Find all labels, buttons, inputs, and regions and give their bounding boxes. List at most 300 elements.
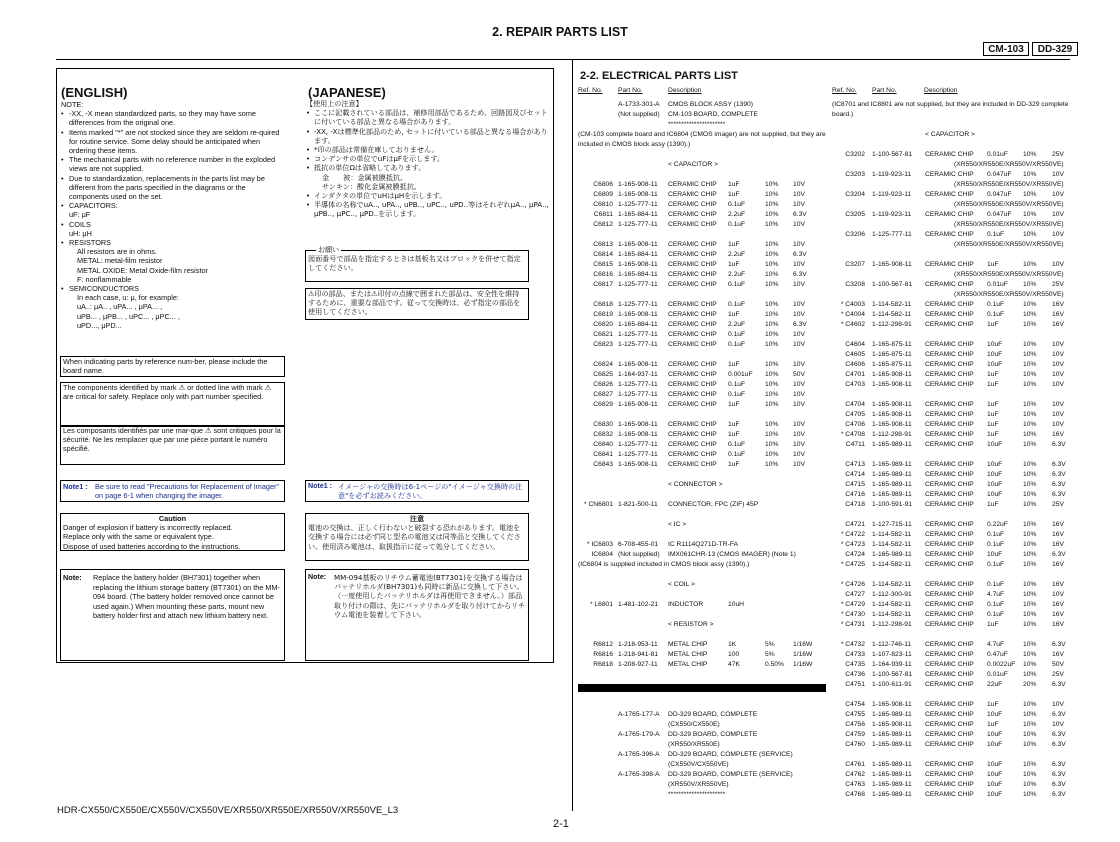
- parts-cell: 1uF: [987, 701, 999, 708]
- parts-cell: C6818: [593, 301, 613, 308]
- parts-cell: 10V: [793, 431, 805, 438]
- parts-row: [832, 770, 1074, 780]
- parts-cell: 1-114-582-11: [872, 301, 912, 308]
- parts-cell: 6.3V: [1052, 461, 1066, 468]
- parts-row: [578, 130, 826, 140]
- header-rule: [56, 59, 1070, 60]
- parts-cell: 1-164-937-11: [618, 371, 658, 378]
- parts-row: [578, 240, 826, 250]
- parts-cell: C6821: [593, 331, 613, 338]
- parts-cell: CERAMIC CHIP: [925, 561, 974, 568]
- parts-row: [578, 370, 826, 380]
- parts-row: [832, 390, 1074, 400]
- parts-cell: * L6801: [589, 601, 613, 608]
- parts-row: [578, 630, 826, 640]
- parts-cell: (XR550/XR550E/XR550V/XR550VE): [954, 201, 1064, 208]
- parts-row: [832, 580, 1074, 590]
- parts-cell: 10%: [1023, 431, 1037, 438]
- parts-cell: 10V: [1052, 191, 1064, 198]
- parts-cell: (XR550/XR550E/XR550V/XR550VE): [954, 291, 1064, 298]
- parts-row: [832, 300, 1074, 310]
- parts-cell: 1uF: [728, 191, 740, 198]
- parts-row: [832, 230, 1074, 240]
- parts-row: [578, 540, 826, 550]
- parts-row: [832, 330, 1074, 340]
- parts-cell: C6814: [593, 251, 613, 258]
- semi-line: uA..: μA.. , uPA... , μPA... ,: [77, 302, 163, 312]
- parts-cell: C4733: [845, 651, 865, 658]
- parts-row: [832, 210, 1074, 220]
- parts-cell: 16V: [1052, 541, 1064, 548]
- parts-cell: A-1733-301-A: [618, 101, 660, 108]
- parts-cell: 10%: [765, 261, 779, 268]
- parts-row: [832, 160, 1074, 170]
- parts-cell: C4716: [845, 491, 865, 498]
- parts-row: [578, 140, 826, 150]
- parts-cell: 1-165-884-11: [618, 271, 658, 278]
- parts-cell: CERAMIC CHIP: [925, 681, 974, 688]
- parts-row: [832, 310, 1074, 320]
- parts-cell: CERAMIC CHIP: [925, 311, 974, 318]
- parts-cell: 10%: [1023, 621, 1037, 628]
- parts-cell: 0.1uF: [987, 531, 1005, 538]
- parts-cell: 50V: [793, 371, 805, 378]
- parts-cell: 10V: [793, 201, 805, 208]
- parts-cell: 1-114-582-11: [872, 601, 912, 608]
- page-title: 2. REPAIR PARTS LIST: [492, 25, 628, 39]
- jp-resistor-line: サンキン：酸化金属被膜抵抗。: [322, 181, 421, 191]
- parts-cell: 25V: [1052, 281, 1064, 288]
- parts-cell: * C4730: [840, 611, 865, 618]
- parts-cell: 0.047uF: [987, 191, 1012, 198]
- parts-row: [832, 130, 1074, 140]
- parts-cell: 25V: [1052, 671, 1064, 678]
- battery-note-text: Replace the battery holder (BH7301) together when replacing the lithium storage battery (BT7301) on the MM-094 board. (The battery holder removed once cannot be used again.) When mounting these parts, mount new battery holder first and attach new lithium battery next.: [93, 573, 280, 621]
- parts-cell: 6.3V: [1052, 741, 1066, 748]
- parts-cell: 10%: [1023, 541, 1037, 548]
- jp-request-text: 図面番号で部品を指定するときは基板名又はブロックを併せて指定してください。: [308, 254, 521, 273]
- parts-row: [578, 710, 826, 720]
- parts-cell: 10%: [765, 441, 779, 448]
- parts-cell: * C4725: [840, 561, 865, 568]
- parts-cell: 1-125-777-11: [618, 221, 658, 228]
- parts-row: [832, 420, 1074, 430]
- parts-cell: 0.1uF: [987, 611, 1005, 618]
- parts-cell: CERAMIC CHIP: [925, 771, 974, 778]
- parts-cell: 10uF: [987, 361, 1003, 368]
- parts-cell: C4705: [845, 411, 865, 418]
- parts-cell: 1-165-908-11: [872, 721, 912, 728]
- parts-cell: 1-165-908-11: [872, 701, 912, 708]
- parts-cell: 10%: [1023, 641, 1037, 648]
- parts-row: [832, 540, 1074, 550]
- parts-cell: 10%: [1023, 791, 1037, 798]
- parts-cell: 10%: [765, 461, 779, 468]
- parts-cell: 1-165-884-11: [618, 321, 658, 328]
- parts-cell: 10%: [1023, 191, 1037, 198]
- caution-line: Replace only with the same or equivalent type.: [63, 532, 214, 542]
- parts-cell: 0.001uF: [728, 371, 753, 378]
- parts-cell: 10%: [1023, 371, 1037, 378]
- parts-cell: 0.1uF: [728, 341, 746, 348]
- parts-cell: IC R1114Q271D-TR-FA: [668, 541, 738, 548]
- parts-row: [832, 410, 1074, 420]
- parts-cell: 6.3V: [1052, 681, 1066, 688]
- parts-cell: 16V: [1052, 431, 1064, 438]
- parts-cell: C6830: [593, 421, 613, 428]
- parts-cell: (CX550V/CX550VE): [668, 761, 729, 768]
- parts-cell: 10%: [765, 371, 779, 378]
- parts-row: [832, 570, 1074, 580]
- capacitors-label: CAPACITORS:: [69, 201, 118, 211]
- parts-cell: 1uF: [987, 721, 999, 728]
- parts-cell: 1-119-923-11: [872, 171, 912, 178]
- parts-cell: 1uF: [987, 401, 999, 408]
- parts-row: [832, 630, 1074, 640]
- parts-row: [578, 570, 826, 580]
- header-desc: Description: [668, 87, 702, 94]
- parts-cell: C6810: [593, 201, 613, 208]
- parts-cell: 10%: [765, 241, 779, 248]
- parts-cell: 10%: [765, 401, 779, 408]
- parts-row: [832, 520, 1074, 530]
- parts-cell: 0.1uF: [987, 581, 1005, 588]
- parts-row: [578, 120, 826, 130]
- parts-row: [832, 530, 1074, 540]
- parts-cell: 10%: [765, 331, 779, 338]
- parts-row: [578, 790, 826, 800]
- parts-cell: 1-112-298-91: [872, 321, 912, 328]
- parts-cell: 10%: [1023, 761, 1037, 768]
- parts-cell: 5%: [765, 651, 775, 658]
- parts-cell: 10uF: [987, 731, 1003, 738]
- parts-cell: 1uF: [987, 621, 999, 628]
- parts-cell: (CM-103 complete board and IC6804 (CMOS imager) are not supplied, but they are: [578, 131, 826, 138]
- parts-row: [832, 670, 1074, 680]
- parts-cell: 1-218-941-81: [618, 651, 659, 658]
- parts-row: [832, 500, 1074, 510]
- parts-row: [578, 170, 826, 180]
- parts-cell: 10uF: [987, 471, 1003, 478]
- parts-cell: CERAMIC CHIP: [925, 551, 974, 558]
- parts-cell: CONNECTOR, FPC (ZIF) 45P: [668, 501, 759, 508]
- parts-cell: C4706: [845, 421, 865, 428]
- parts-cell: 10%: [1023, 301, 1037, 308]
- parts-cell: DD-329 BOARD, COMPLETE: [668, 731, 758, 738]
- parts-cell: (XR550/XR550E/XR550V/XR550VE): [954, 221, 1064, 228]
- board-name-note: When indicating parts by reference num-ber, please include the board name.: [60, 356, 285, 377]
- parts-cell: 10V: [1052, 231, 1064, 238]
- battery-note-text-jp: MM-094基板のリチウム蓄電池(BT7301)を交換する場合はバッテリホルダ(BH7301)も同時に新品に交換して下さい。（一度使用したバッテリホルダは再使用できません。）部品取り付けの際は、先にバッテリホルダを取り付けてからリチウム電池を装着して下さい。: [334, 573, 526, 619]
- parts-row: [578, 670, 826, 680]
- parts-cell: 1-125-777-11: [618, 381, 658, 388]
- parts-cell: 16V: [1052, 621, 1064, 628]
- parts-cell: 10V: [1052, 351, 1064, 358]
- parts-cell: CERAMIC CHIP: [925, 441, 974, 448]
- parts-cell: CERAMIC CHIP: [668, 381, 717, 388]
- parts-row: [578, 740, 826, 750]
- parts-cell: CERAMIC CHIP: [925, 491, 974, 498]
- parts-cell: 10%: [765, 381, 779, 388]
- parts-cell: CERAMIC CHIP: [668, 261, 717, 268]
- parts-cell: C3204: [845, 191, 865, 198]
- parts-cell: CERAMIC CHIP: [925, 151, 974, 158]
- parts-cell: 1-165-908-11: [618, 401, 658, 408]
- parts-cell: C6832: [593, 431, 613, 438]
- parts-cell: 10V: [1052, 171, 1064, 178]
- parts-cell: < RESISTOR >: [668, 621, 714, 628]
- parts-row: [578, 760, 826, 770]
- parts-cell: C4713: [845, 461, 865, 468]
- parts-cell: C6843: [593, 461, 613, 468]
- parts-row: [832, 650, 1074, 660]
- parts-cell: 10%: [765, 301, 779, 308]
- jp-note-item: • *印の部品は常備在庫しておりません。: [306, 145, 550, 154]
- parts-row: [578, 660, 826, 670]
- jp-note-item: [306, 163, 550, 191]
- parts-cell: CERAMIC CHIP: [925, 281, 974, 288]
- parts-cell: 1-125-777-11: [618, 441, 658, 448]
- semi-line: uPB... , μPB... , uPC... , μPC... ,: [77, 311, 180, 321]
- parts-cell: 10%: [765, 221, 779, 228]
- parts-cell: 10V: [1052, 211, 1064, 218]
- parts-cell: A-1765-177-A: [618, 711, 660, 718]
- parts-row: [578, 110, 826, 120]
- parts-cell: 1-165-989-11: [872, 461, 912, 468]
- parts-cell: CERAMIC CHIP: [925, 431, 974, 438]
- parts-cell: 10%: [765, 281, 779, 288]
- parts-row: [832, 340, 1074, 350]
- parts-row: [832, 480, 1074, 490]
- parts-cell: * C4722: [840, 531, 865, 538]
- parts-cell: 10uF: [987, 781, 1003, 788]
- parts-cell: C4718: [845, 501, 865, 508]
- parts-cell: 10uF: [987, 351, 1003, 358]
- parts-cell: DD-329 BOARD, COMPLETE: [668, 711, 758, 718]
- parts-cell: 1-114-582-11: [872, 611, 912, 618]
- parts-cell: 10%: [1023, 361, 1037, 368]
- parts-cell: C4701: [845, 371, 865, 378]
- parts-cell: 6.3V: [1052, 491, 1066, 498]
- parts-cell: METAL CHIP: [668, 651, 708, 658]
- parts-cell: 10uF: [987, 551, 1003, 558]
- parts-cell: 1-165-989-11: [872, 791, 912, 798]
- parts-row: [832, 320, 1074, 330]
- parts-row: [578, 620, 826, 630]
- parts-cell: 16V: [1052, 301, 1064, 308]
- parts-row: [578, 220, 826, 230]
- parts-row: [832, 190, 1074, 200]
- parts-cell: 1-165-908-11: [618, 461, 658, 468]
- parts-cell: 10%: [1023, 441, 1037, 448]
- parts-cell: 1-821-500-11: [618, 501, 658, 508]
- parts-cell: 1uF: [728, 461, 740, 468]
- safety-note-fr: Les composants identifiés par une mar-que ⚠ sont critiques pour la sécurité. Ne les remplacer que par une pièce portant le numéro spécifié.: [60, 425, 285, 465]
- parts-row: [578, 480, 826, 490]
- parts-cell: CERAMIC CHIP: [925, 171, 974, 178]
- parts-cell: 1-165-908-11: [618, 361, 658, 368]
- parts-cell: * C4729: [840, 601, 865, 608]
- parts-cell: 16V: [1052, 531, 1064, 538]
- parts-cell: 10uF: [987, 791, 1003, 798]
- parts-cell: 1-165-989-11: [872, 731, 912, 738]
- parts-cell: 10%: [1023, 501, 1037, 508]
- parts-row: [578, 390, 826, 400]
- parts-cell: 10%: [765, 361, 779, 368]
- parts-row: [578, 490, 826, 500]
- parts-row: [832, 720, 1074, 730]
- parts-cell: 1-100-611-91: [872, 681, 912, 688]
- japanese-notes: [306, 99, 550, 219]
- parts-cell: CERAMIC CHIP: [925, 461, 974, 468]
- parts-cell: 6.3V: [1052, 791, 1066, 798]
- parts-cell: 10V: [793, 261, 805, 268]
- parts-row: [578, 600, 826, 610]
- parts-cell: 10%: [1023, 591, 1037, 598]
- parts-cell: (CX550/CX550E): [668, 721, 720, 728]
- parts-cell: 10%: [765, 201, 779, 208]
- parts-cell: C4704: [845, 401, 865, 408]
- parts-cell: CERAMIC CHIP: [668, 301, 717, 308]
- parts-row: [578, 440, 826, 450]
- chui-text: 電池の交換は、正しく行わないと破裂する恐れがあります。電池を交換する場合には必ず同じ型名の電池又は同等品と交換してください。使用済み電池は、取扱指示に従って処分してください。: [308, 523, 521, 551]
- parts-cell: 1-165-989-11: [872, 491, 912, 498]
- parts-cell: 10uF: [987, 761, 1003, 768]
- parts-cell: CERAMIC CHIP: [925, 621, 974, 628]
- parts-cell: 4.7uF: [987, 641, 1005, 648]
- parts-row: [832, 110, 1074, 120]
- parts-cell: < CAPACITOR >: [668, 161, 718, 168]
- parts-row: [578, 300, 826, 310]
- parts-cell: 6.3V: [1052, 711, 1066, 718]
- parts-cell: C6827: [593, 391, 613, 398]
- parts-cell: 10uH: [728, 601, 744, 608]
- parts-row: [832, 730, 1074, 740]
- parts-row: [578, 380, 826, 390]
- parts-cell: CERAMIC CHIP: [925, 191, 974, 198]
- parts-cell: 1-165-908-11: [618, 241, 658, 248]
- parts-row: [578, 770, 826, 780]
- parts-cell: C6811: [593, 211, 613, 218]
- parts-cell: (Not supplied): [618, 111, 660, 118]
- parts-column-2: [832, 100, 1074, 800]
- note1-box-jp: [305, 480, 529, 502]
- parts-cell: C4754: [845, 701, 865, 708]
- parts-row: [832, 120, 1074, 130]
- parts-cell: 6.3V: [1052, 441, 1066, 448]
- parts-cell: 1/16W: [793, 651, 813, 658]
- parts-cell: C4711: [845, 441, 865, 448]
- note-item: [61, 238, 285, 284]
- parts-cell: 1-125-777-11: [872, 231, 912, 238]
- parts-cell: 1-165-908-11: [872, 421, 912, 428]
- parts-row: [832, 240, 1074, 250]
- parts-cell: C6823: [593, 341, 613, 348]
- parts-cell: (XR550/XR550E/XR550V/XR550VE): [954, 241, 1064, 248]
- chui-title: 注意: [409, 514, 425, 523]
- parts-cell: 6.3V: [793, 271, 807, 278]
- parts-row: [832, 200, 1074, 210]
- english-notes: [61, 100, 285, 330]
- parts-cell: 10V: [1052, 701, 1064, 708]
- parts-cell: 10V: [793, 181, 805, 188]
- parts-cell: 0.50%: [765, 661, 784, 668]
- parts-column-1: [578, 100, 826, 800]
- parts-cell: 0.1uF: [728, 391, 746, 398]
- parts-row: [832, 270, 1074, 280]
- jp-request-box: [305, 245, 529, 282]
- parts-cell: CERAMIC CHIP: [925, 531, 974, 538]
- parts-row: [832, 600, 1074, 610]
- parts-cell: CERAMIC CHIP: [668, 311, 717, 318]
- parts-cell: 10%: [1023, 521, 1037, 528]
- parts-cell: 10uF: [987, 741, 1003, 748]
- parts-cell: C6825: [593, 371, 613, 378]
- model-badge-dd329: DD-329: [1032, 42, 1078, 56]
- parts-cell: 1-165-908-11: [872, 371, 912, 378]
- parts-cell: 1-165-875-11: [872, 341, 912, 348]
- parts-cell: C4751: [845, 681, 865, 688]
- parts-cell: C3203: [845, 171, 865, 178]
- parts-cell: 1-165-989-11: [872, 551, 912, 558]
- parts-cell: included in CMOS block assy (1390).): [578, 141, 691, 148]
- parts-row: [832, 220, 1074, 230]
- parts-cell: 1-165-908-11: [618, 191, 658, 198]
- parts-cell: 10uF: [987, 341, 1003, 348]
- parts-cell: 10V: [793, 381, 805, 388]
- parts-cell: 16V: [1052, 561, 1064, 568]
- parts-cell: 10V: [793, 341, 805, 348]
- parts-cell: CERAMIC CHIP: [668, 421, 717, 428]
- parts-row: [578, 290, 826, 300]
- parts-cell: 1-112-300-91: [872, 591, 912, 598]
- parts-cell: CERAMIC CHIP: [925, 211, 974, 218]
- parts-row: [832, 250, 1074, 260]
- parts-cell: CERAMIC CHIP: [925, 581, 974, 588]
- parts-cell: 1-165-908-11: [618, 311, 658, 318]
- jp-resistor-note: 抵抗の単位Ωは省略してあります。: [314, 163, 426, 173]
- parts-row: [578, 340, 826, 350]
- parts-cell: C4736: [845, 671, 865, 678]
- parts-cell: C4703: [845, 381, 865, 388]
- parts-cell: 1-165-875-11: [872, 351, 912, 358]
- parts-cell: 10%: [1023, 471, 1037, 478]
- parts-cell: 16V: [1052, 521, 1064, 528]
- parts-cell: 0.1uF: [987, 231, 1005, 238]
- parts-row: [578, 460, 826, 470]
- parts-row: [832, 460, 1074, 470]
- parts-cell: 1-208-927-11: [618, 661, 658, 668]
- parts-cell: 6.3V: [1052, 771, 1066, 778]
- parts-cell: 0.1uF: [728, 221, 746, 228]
- parts-cell: 6-708-455-01: [618, 541, 659, 548]
- parts-cell: CERAMIC CHIP: [925, 261, 974, 268]
- parts-row: [832, 440, 1074, 450]
- parts-cell: * C4732: [840, 641, 865, 648]
- parts-cell: (XR550/XR550E/XR550V/XR550VE): [954, 181, 1064, 188]
- parts-cell: CERAMIC CHIP: [925, 591, 974, 598]
- parts-cell: 1-125-777-11: [618, 281, 658, 288]
- parts-cell: (IC6804 is supplied included in CMOS block assy (1390).): [578, 561, 750, 568]
- parts-cell: 0.01uF: [987, 281, 1008, 288]
- parts-row: [578, 360, 826, 370]
- parts-cell: R6816: [593, 651, 613, 658]
- parts-cell: 10V: [793, 361, 805, 368]
- parts-cell: 1-165-989-11: [872, 711, 912, 718]
- parts-cell: 1uF: [987, 421, 999, 428]
- header-ref: Ref. No.: [578, 87, 603, 94]
- parts-row: [578, 730, 826, 740]
